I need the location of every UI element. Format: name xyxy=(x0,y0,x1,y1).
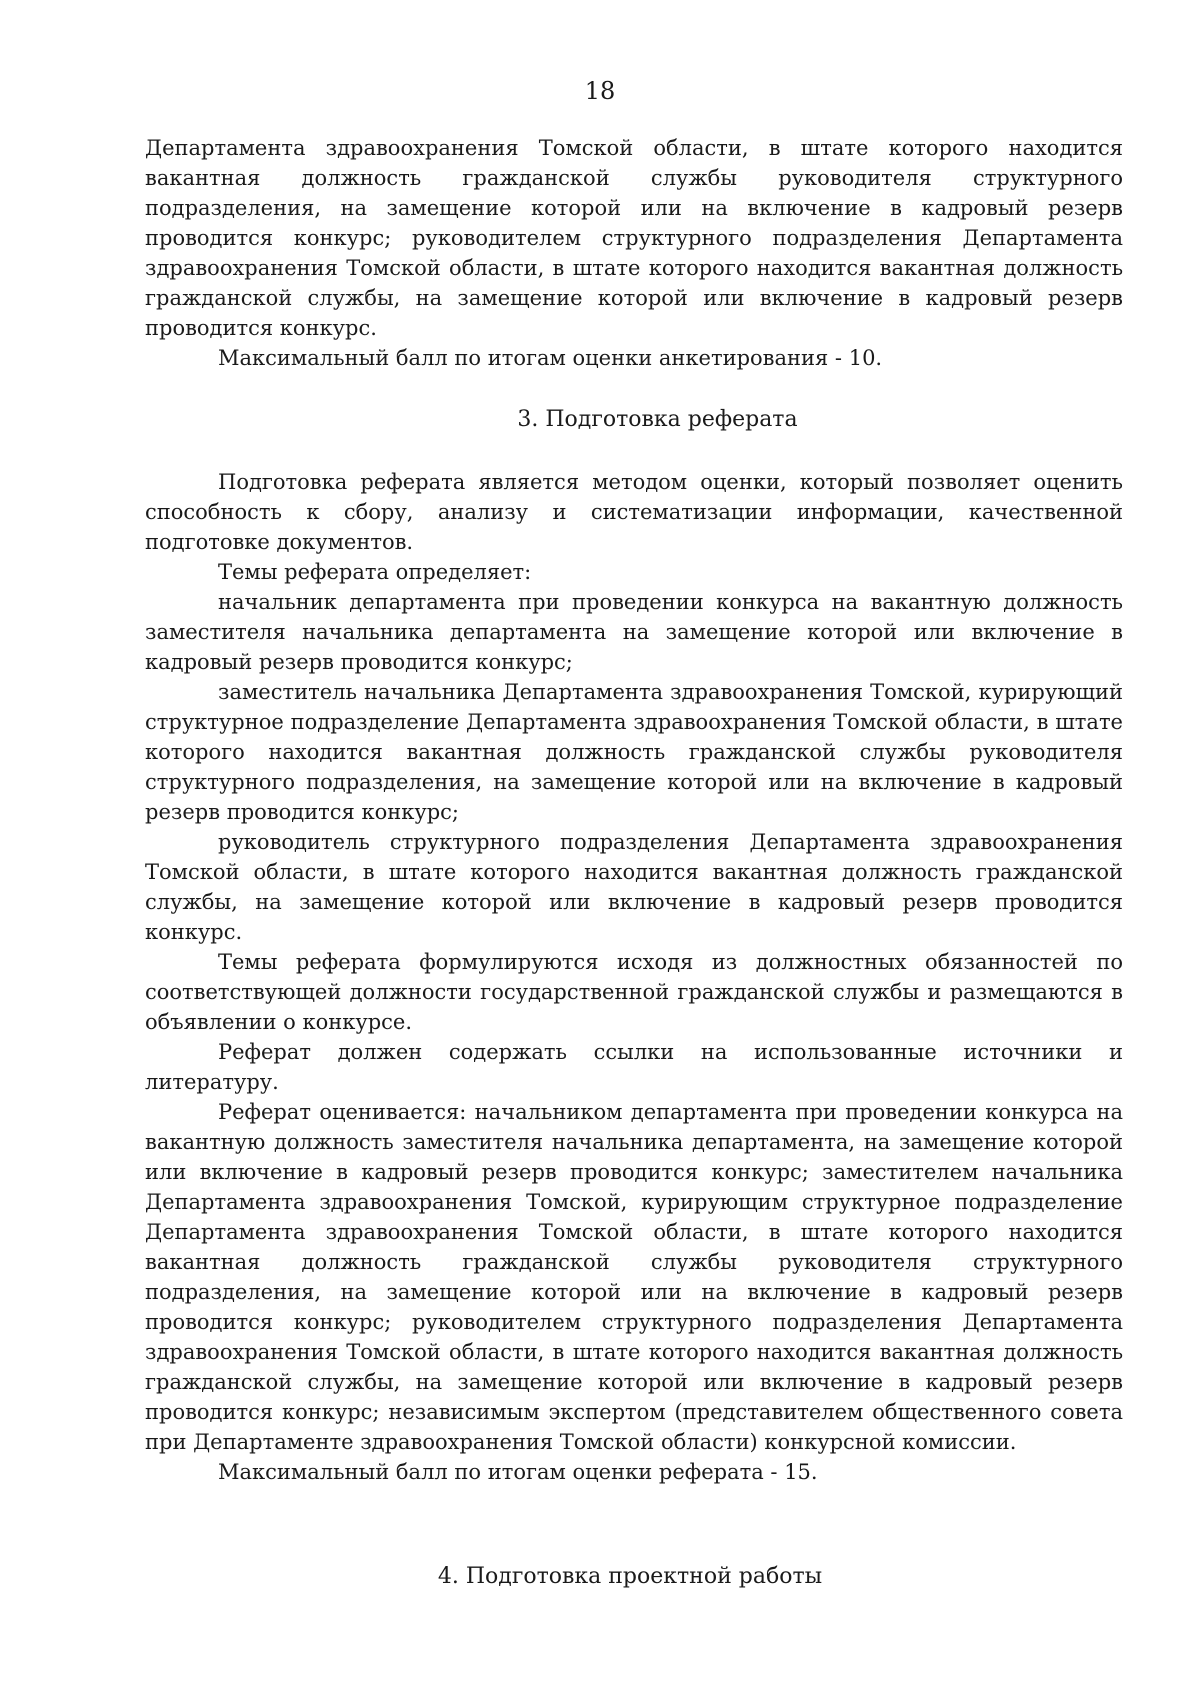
paragraph-department-head: начальник департамента при проведении конкурса на вакантную должность заместителя начальника департамента на замещение которой или включение в кадровый резерв проводится конкурс; xyxy=(145,590,1123,674)
paragraph-references: Реферат должен содержать ссылки на использованные источники и литературу. xyxy=(145,1040,1123,1094)
paragraph-unit-head: руководитель структурного подразделения Департамента здравоохранения Томской области, в штате которого находится вакантная должность гражданской службы, на замещение которой или включение в кадровый резерв проводится конкурс. xyxy=(145,830,1123,944)
paragraph-essay-method: Подготовка реферата является методом оценки, который позволяет оценить способность к сбору, анализу и систематизации информации, качественной подготовке документов. xyxy=(145,470,1123,554)
paragraph-max-score-essay: Максимальный балл по итогам оценки реферата - 15. xyxy=(218,1460,818,1484)
section-4-heading: 4. Подготовка проектной работы xyxy=(437,1564,823,1589)
document-body xyxy=(145,133,1123,1487)
page-number: 18 xyxy=(584,77,616,105)
paragraph-continuation: Департамента здравоохранения Томской области, в штате которого находится вакантная должность гражданской службы руководителя структурного подразделения, на замещение которой или на включение в кадровый резерв проводится конкурс; руководителем структурного подразделения Департамента здравоохранения Томской области, в штате которого находится вакантная должность гражданской службы, на замещение которой или включение в кадровый резерв проводится конкурс. xyxy=(145,136,1123,340)
paragraph-essay-evaluated: Реферат оценивается: начальником департамента при проведении конкурса на вакантную должность заместителя начальника департамента, на замещение которой или включение в кадровый резерв проводится конкурс; заместителем начальника Департамента здравоохранения Томской, курирующим структурное подразделение Департамента здравоохранения Томской области, в штате которого находится вакантная должность гражданской службы руководителя структурного подразделения, на замещение которой или на включение в кадровый резерв проводится конкурс; руководителем структурного подразделения Департамента здравоохранения Томской области, в штате которого находится вакантная должность гражданской службы, на замещение которой или включение в кадровый резерв проводится конкурс; независимым экспертом (представителем общественного совета при Департаменте здравоохранения Томской области) конкурсной комиссии. xyxy=(145,1100,1123,1454)
paragraph-deputy-head: заместитель начальника Департамента здравоохранения Томской, курирующий структурное подразделение Департамента здравоохранения Томской области, в штате которого находится вакантная должность гражданской службы руководителя структурного подразделения, на замещение которой или на включение в кадровый резерв проводится конкурс; xyxy=(145,680,1123,824)
paragraph-topics-determined-by: Темы реферата определяет: xyxy=(218,560,532,584)
paragraph-topics-formulated: Темы реферата формулируются исходя из должностных обязанностей по соответствующей должности государственной гражданской службы и размещаются в объявлении о конкурсе. xyxy=(145,950,1123,1034)
section-3-heading: 3. Подготовка реферата xyxy=(517,407,798,432)
paragraph-max-score-survey: Максимальный балл по итогам оценки анкетирования - 10. xyxy=(218,346,883,370)
